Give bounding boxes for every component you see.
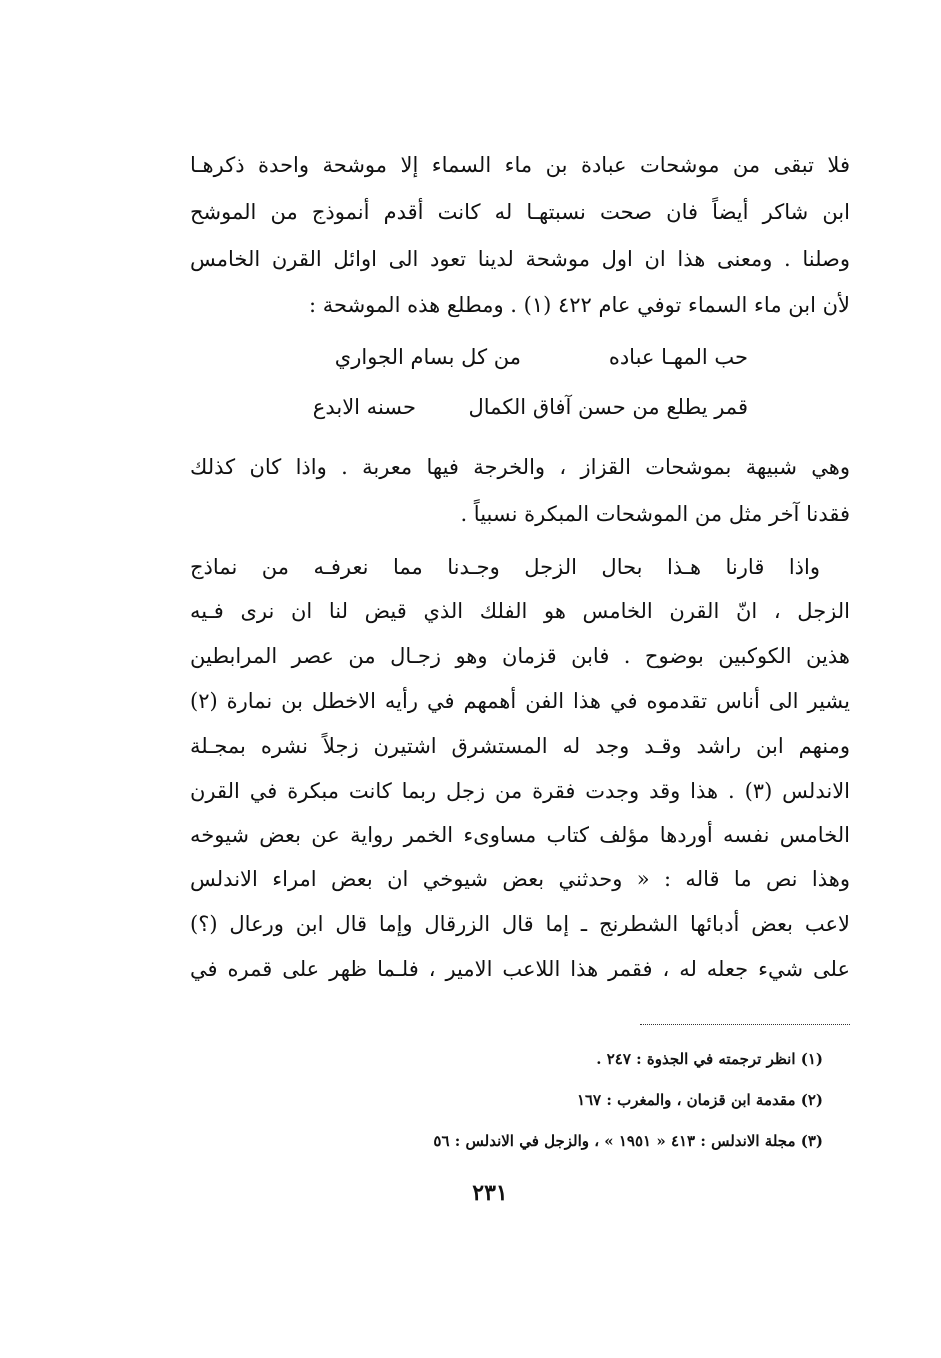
footnote-separator [640,1024,850,1025]
text-line: فلا تبقى من موشحات عبادة بن ماء السماء إلا موشحة واحدة ذكرهـا [190,153,850,177]
paragraph-2 [190,452,850,532]
text-line: ابن شاكر أيضاً فان صحت نسبتهـا له كانت أقدم أنموذج من الموشح [190,200,850,224]
text-line: لأن ابن ماء السماء توفي عام ٤٢٢ (١) . ومطلع هذه الموشحة : [309,293,850,317]
verse-line-1-right: حب المهـا عباده [608,345,748,369]
text-line: الخامس نفسه أوردها مؤلف كتاب مساوىء الخمر رواية عن بعض شيوخه [190,823,850,847]
text-line: لاعب بعض أدبائها الشطرنج ـ إما قال الزرقال وإما قال ابن ورعال (؟) [190,912,850,936]
text-line: فقدنا آخر مثل من الموشحات المبكرة نسبياً . [460,502,850,526]
verse-line-1-left: من كل بسام الجواري [334,345,521,369]
text-line: وصلنا . ومعنى هذا ان اول موشحة لدينا تعود الى اوائل القرن الخامس [190,247,850,271]
footnote-2: (٢) مقدمة ابن قزمان ، والمغرب : ١٦٧ [576,1091,823,1109]
text-line: واذا قارنا هـذا بحال الزجل وجـدنا مما نعرفـه من نماذج [190,555,820,579]
text-line: هذين الكوكبين بوضوح . فابن قزمان وهو زجـال من عصر المرابطين [190,644,850,668]
text-line: الاندلس (٣) . هذا وقد وجدت فقرة من زجل ربما كانت مبكرة في القرن [190,779,850,803]
verse-line-2-right: قمر يطلع من حسن آفاق الكمال [468,395,748,419]
paragraph-1 [190,150,850,330]
page-number: ٢٣١ [472,1180,508,1206]
text-line: على شيء جعله له ، فقمر هذا اللاعب الامير ، فلـما ظهر على قمره في [190,957,850,981]
footnote-1: (١) انظر ترجمته في الجذوة : ٢٤٧ . [596,1050,823,1068]
paragraph-3 [190,552,850,992]
text-line: الزجل ، انّ القرن الخامس هو الفلك الذي قيض لنا ان نرى فـيه [190,599,850,623]
text-line: يشير الى أناس تقدموه في هذا الفن أهمهم في رأيه الاخطل بن نمارة (٢) [190,689,850,713]
text-line: ومنهم ابن راشد وقـد وجد له المستشرق اشتيرن زجلاً نشره بمجـلة [190,734,850,758]
footnote-3: (٣) مجلة الاندلس : ٤١٣ « ١٩٥١ » ، والزجل في الاندلس : ٥٦ [433,1132,823,1150]
text-line: وهذا نص ما قاله : « وحدثني بعض شيوخي ان بعض امراء الاندلس [190,867,850,891]
text-line: وهي شبيهة بموشحات القزاز ، والخرجة فيها معربة . واذا كان كذلك [190,455,850,479]
verse-line-2-left: حسنه الابدع [312,395,416,419]
